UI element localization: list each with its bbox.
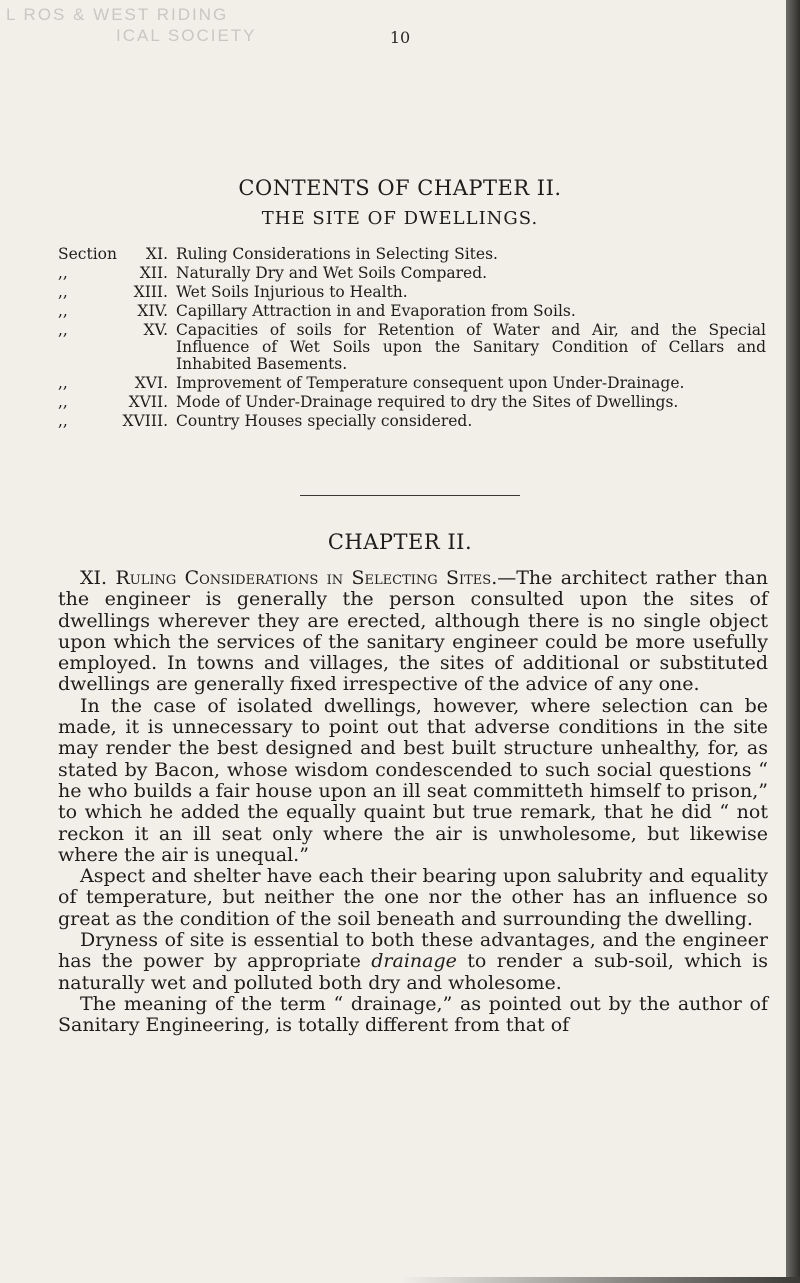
toc-title: Capillary Attraction in and Evaporation from Soils. bbox=[176, 302, 576, 320]
paragraph: In the case of isolated dwellings, however, where selection can be made, it is unnecessary to point out that adverse conditions in the site may render the best designed and best built structure unhealthy, for, as stated by Bacon, whose wisdom condescended to such social questions “ he who builds a fair house upon an ill seat committeth himself to prison,” to which he added the equally quaint but true remark, that he did “ not reckon it an ill seat only where the air is unwholesome, but likewise where the air is unequal.” bbox=[58, 694, 768, 866]
contents-subtitle: THE SITE OF DWELLINGS. bbox=[261, 208, 539, 229]
toc-title: Ruling Considerations in Selecting Sites. bbox=[176, 245, 498, 263]
page-number: 10 bbox=[389, 28, 411, 47]
toc-item bbox=[58, 394, 766, 411]
paragraph: Aspect and shelter have each their bearing upon salubrity and equality of temperature, but neither the one nor the other has an influence so great as the condition of the soil beneath and surrounding the dwelling. bbox=[58, 865, 768, 930]
toc-item bbox=[58, 322, 766, 373]
toc-prefix: ,, bbox=[58, 412, 68, 430]
toc-number: XIII. bbox=[133, 283, 168, 301]
page-bottom-edge bbox=[0, 1277, 800, 1283]
toc-prefix: ,, bbox=[58, 302, 68, 320]
paragraph-text: to render a sub-soil, which is naturally wet and polluted both dry and wholesome. bbox=[58, 950, 768, 994]
paragraph bbox=[58, 930, 768, 994]
section-title: Ruling Considerations in Selecting Sites. bbox=[115, 567, 498, 589]
toc-number: XI. bbox=[145, 245, 168, 263]
contents-title: CONTENTS OF CHAPTER II. bbox=[238, 176, 562, 200]
toc-number: XII. bbox=[139, 264, 168, 282]
section-divider bbox=[300, 495, 520, 496]
toc-number: XVIII. bbox=[122, 412, 168, 430]
toc-item bbox=[58, 246, 766, 263]
paragraph-text: —The architect rather than the engineer is generally the person consulted upon the sites of dwellings wherever they are erected, although there is no single object upon which the services of the sanitary engineer could be more usefully employed. In towns and villages, the sites of additional or substituted dwellings are generally fixed irrespective of the advice of any one. bbox=[58, 567, 769, 696]
toc-item bbox=[58, 413, 766, 430]
toc-title: Wet Soils Injurious to Health. bbox=[176, 283, 408, 301]
toc-number: XIV. bbox=[137, 302, 168, 320]
toc-prefix: ,, bbox=[58, 374, 68, 392]
toc-item bbox=[58, 284, 766, 301]
chapter-body bbox=[58, 568, 768, 1037]
toc-title: Capacities of soils for Retention of Water and Air, and the Special Influence of Wet Soils upon the Sanitary Condition of Cellars and Inhabited Basements. bbox=[176, 321, 766, 373]
paragraph bbox=[58, 568, 768, 696]
toc-item bbox=[58, 265, 766, 282]
toc-prefix: ,, bbox=[58, 321, 68, 339]
toc-title: Naturally Dry and Wet Soils Compared. bbox=[176, 264, 488, 282]
section-label: XI. bbox=[80, 567, 108, 589]
toc-item bbox=[58, 303, 766, 320]
paragraph: The meaning of the term “ drainage,” as pointed out by the author of Sanitary Engineering, is totally different from that of bbox=[58, 992, 768, 1037]
toc-item bbox=[58, 375, 766, 392]
toc-prefix: Section bbox=[58, 245, 117, 263]
chapter-heading: CHAPTER II. bbox=[327, 530, 473, 554]
toc-title: Improvement of Temperature consequent upon Under-Drainage. bbox=[176, 374, 685, 392]
toc-prefix: ,, bbox=[58, 283, 68, 301]
table-of-contents bbox=[58, 246, 766, 432]
page-edge-shadow bbox=[786, 0, 800, 1283]
toc-title: Country Houses specially considered. bbox=[176, 412, 473, 430]
stamp-line-2: ICAL SOCIETY bbox=[116, 26, 257, 45]
stamp-line-1: L ROS & WEST RIDING bbox=[6, 5, 229, 24]
toc-number: XVII. bbox=[128, 393, 168, 411]
toc-number: XVI. bbox=[134, 374, 168, 392]
toc-prefix: ,, bbox=[58, 264, 68, 282]
paragraph-text: Dryness of site is essential to both these advantages, and the engineer has the power by appropriate bbox=[58, 929, 768, 973]
toc-prefix: ,, bbox=[58, 393, 68, 411]
toc-title: Mode of Under-Drainage required to dry the Sites of Dwellings. bbox=[176, 393, 679, 411]
toc-number: XV. bbox=[143, 321, 168, 339]
emphasis-text: drainage bbox=[371, 950, 457, 973]
